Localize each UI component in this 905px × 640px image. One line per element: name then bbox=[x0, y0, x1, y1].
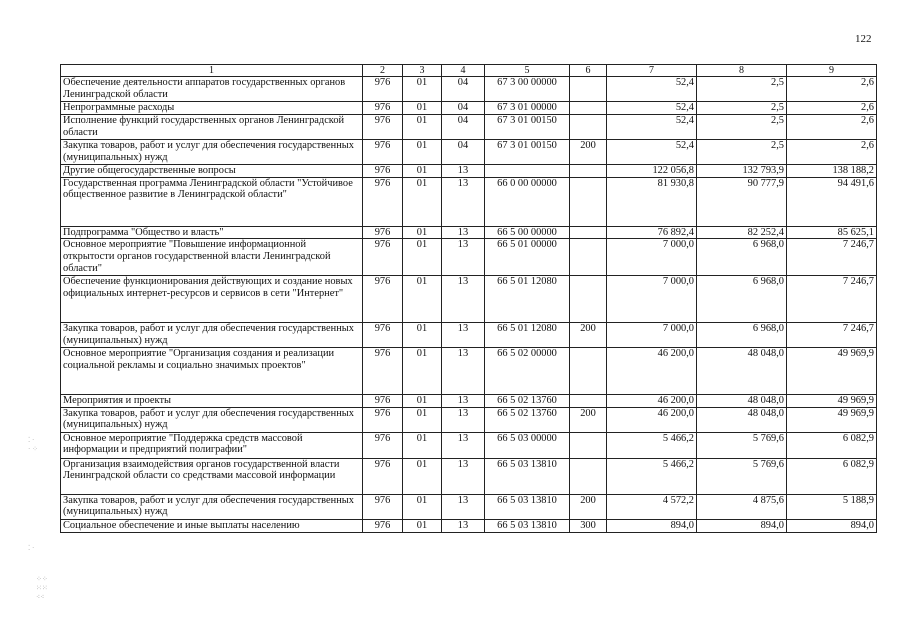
row-code-5: 66 0 00 00000 bbox=[485, 177, 570, 226]
row-amount-8: 2,5 bbox=[697, 139, 787, 164]
row-code-3: 01 bbox=[403, 275, 442, 322]
row-code-3: 01 bbox=[403, 519, 442, 532]
row-code-4: 04 bbox=[442, 114, 485, 139]
row-code-2: 976 bbox=[363, 407, 403, 432]
row-code-4: 13 bbox=[442, 239, 485, 275]
row-amount-7: 52,4 bbox=[607, 102, 697, 115]
row-amount-7: 76 892,4 bbox=[607, 226, 697, 239]
row-name: Другие общегосударственные вопросы bbox=[61, 164, 363, 177]
header-cell-6: 6 bbox=[570, 65, 607, 77]
row-code-2: 976 bbox=[363, 77, 403, 102]
header-cell-1: 1 bbox=[61, 65, 363, 77]
row-code-5: 67 3 01 00150 bbox=[485, 139, 570, 164]
row-amount-9: 85 625,1 bbox=[787, 226, 877, 239]
row-name: Исполнение функций государственных органов Ленинградской области bbox=[61, 114, 363, 139]
row-code-6 bbox=[570, 275, 607, 322]
row-amount-7: 7 000,0 bbox=[607, 239, 697, 275]
row-code-3: 01 bbox=[403, 114, 442, 139]
row-amount-7: 5 466,2 bbox=[607, 458, 697, 494]
row-code-6 bbox=[570, 114, 607, 139]
row-code-5: 66 5 02 00000 bbox=[485, 347, 570, 394]
row-name: Закупка товаров, работ и услуг для обеспечения государственных (муниципальных) нужд bbox=[61, 407, 363, 432]
row-amount-9: 138 188,2 bbox=[787, 164, 877, 177]
row-amount-9: 2,6 bbox=[787, 114, 877, 139]
table-row bbox=[61, 394, 877, 407]
row-amount-7: 46 200,0 bbox=[607, 394, 697, 407]
row-name: Основное мероприятие "Организация создания и реализации социальной рекламы и социально значимых проектов" bbox=[61, 347, 363, 394]
row-amount-9: 2,6 bbox=[787, 102, 877, 115]
row-code-5: 67 3 00 00000 bbox=[485, 77, 570, 102]
row-code-4: 04 bbox=[442, 77, 485, 102]
header-cell-9: 9 bbox=[787, 65, 877, 77]
row-amount-8: 82 252,4 bbox=[697, 226, 787, 239]
row-code-3: 01 bbox=[403, 432, 442, 458]
row-amount-8: 6 968,0 bbox=[697, 239, 787, 275]
row-code-5: 66 5 03 13810 bbox=[485, 519, 570, 532]
row-code-6: 200 bbox=[570, 139, 607, 164]
row-code-6 bbox=[570, 239, 607, 275]
table-row bbox=[61, 347, 877, 394]
row-amount-9: 49 969,9 bbox=[787, 407, 877, 432]
row-amount-7: 52,4 bbox=[607, 139, 697, 164]
row-code-6 bbox=[570, 458, 607, 494]
row-code-2: 976 bbox=[363, 164, 403, 177]
row-amount-9: 49 969,9 bbox=[787, 394, 877, 407]
row-amount-9: 7 246,7 bbox=[787, 239, 877, 275]
row-name: Закупка товаров, работ и услуг для обеспечения государственных (муниципальных) нужд bbox=[61, 139, 363, 164]
row-code-2: 976 bbox=[363, 432, 403, 458]
row-amount-8: 894,0 bbox=[697, 519, 787, 532]
row-code-6: 200 bbox=[570, 322, 607, 347]
row-code-6 bbox=[570, 226, 607, 239]
row-code-3: 01 bbox=[403, 347, 442, 394]
row-code-2: 976 bbox=[363, 347, 403, 394]
page-number: 122 bbox=[855, 33, 872, 45]
row-code-5: 67 3 01 00000 bbox=[485, 102, 570, 115]
row-code-6 bbox=[570, 347, 607, 394]
row-code-2: 976 bbox=[363, 322, 403, 347]
row-code-4: 13 bbox=[442, 275, 485, 322]
row-name: Государственная программа Ленинградской области "Устойчивое общественное развитие в Ленинградской области" bbox=[61, 177, 363, 226]
table-row bbox=[61, 432, 877, 458]
row-code-5: 66 5 01 00000 bbox=[485, 239, 570, 275]
row-code-6: 200 bbox=[570, 407, 607, 432]
row-amount-7: 5 466,2 bbox=[607, 432, 697, 458]
row-amount-8: 48 048,0 bbox=[697, 394, 787, 407]
row-code-4: 13 bbox=[442, 394, 485, 407]
row-code-4: 13 bbox=[442, 347, 485, 394]
scan-margin-marks: ⁚ · · ⁘ ⁚ · bbox=[28, 436, 38, 552]
row-code-2: 976 bbox=[363, 494, 403, 519]
row-code-3: 01 bbox=[403, 322, 442, 347]
row-code-5: 66 5 02 13760 bbox=[485, 394, 570, 407]
row-amount-8: 6 968,0 bbox=[697, 322, 787, 347]
table-row bbox=[61, 494, 877, 519]
row-name: Обеспечение деятельности аппаратов государственных органов Ленинградской области bbox=[61, 77, 363, 102]
row-amount-8: 132 793,9 bbox=[697, 164, 787, 177]
row-code-4: 13 bbox=[442, 494, 485, 519]
row-amount-9: 6 082,9 bbox=[787, 458, 877, 494]
table-row bbox=[61, 114, 877, 139]
row-code-5 bbox=[485, 164, 570, 177]
row-name: Основное мероприятие "Повышение информационной открытости органов государственной власти Ленинградской области" bbox=[61, 239, 363, 275]
row-amount-9: 7 246,7 bbox=[787, 322, 877, 347]
row-name: Социальное обеспечение и иные выплаты населению bbox=[61, 519, 363, 532]
row-amount-7: 52,4 bbox=[607, 114, 697, 139]
header-cell-2: 2 bbox=[363, 65, 403, 77]
row-amount-8: 4 875,6 bbox=[697, 494, 787, 519]
table-body bbox=[61, 65, 877, 533]
row-amount-9: 894,0 bbox=[787, 519, 877, 532]
row-code-5: 66 5 03 00000 bbox=[485, 432, 570, 458]
row-amount-7: 7 000,0 bbox=[607, 322, 697, 347]
row-amount-9: 6 082,9 bbox=[787, 432, 877, 458]
row-amount-7: 81 930,8 bbox=[607, 177, 697, 226]
row-code-5: 67 3 01 00150 bbox=[485, 114, 570, 139]
row-name: Организация взаимодействия органов государственной власти Ленинградской области со средствами массовой информации bbox=[61, 458, 363, 494]
row-amount-8: 2,5 bbox=[697, 77, 787, 102]
row-code-3: 01 bbox=[403, 407, 442, 432]
row-code-2: 976 bbox=[363, 275, 403, 322]
table-row bbox=[61, 275, 877, 322]
table-row bbox=[61, 102, 877, 115]
row-code-5: 66 5 03 13810 bbox=[485, 494, 570, 519]
row-amount-8: 48 048,0 bbox=[697, 347, 787, 394]
row-code-6 bbox=[570, 432, 607, 458]
row-amount-8: 5 769,6 bbox=[697, 432, 787, 458]
row-amount-9: 94 491,6 bbox=[787, 177, 877, 226]
row-name: Закупка товаров, работ и услуг для обеспечения государственных (муниципальных) нужд bbox=[61, 494, 363, 519]
header-row bbox=[61, 65, 877, 77]
row-code-6 bbox=[570, 177, 607, 226]
row-code-6 bbox=[570, 102, 607, 115]
budget-table bbox=[60, 64, 877, 533]
row-code-4: 13 bbox=[442, 322, 485, 347]
row-code-4: 04 bbox=[442, 139, 485, 164]
row-code-6 bbox=[570, 394, 607, 407]
row-code-4: 13 bbox=[442, 432, 485, 458]
row-amount-7: 894,0 bbox=[607, 519, 697, 532]
row-name: Основное мероприятие "Поддержка средств массовой информации и предприятий полиграфии" bbox=[61, 432, 363, 458]
row-name: Мероприятия и проекты bbox=[61, 394, 363, 407]
header-cell-3: 3 bbox=[403, 65, 442, 77]
row-name: Обеспечение функционирования действующих и создание новых официальных интернет-ресурсов и сервисов в сети "Интернет" bbox=[61, 275, 363, 322]
row-amount-8: 90 777,9 bbox=[697, 177, 787, 226]
row-code-4: 13 bbox=[442, 164, 485, 177]
header-cell-8: 8 bbox=[697, 65, 787, 77]
row-amount-8: 6 968,0 bbox=[697, 275, 787, 322]
row-name: Закупка товаров, работ и услуг для обеспечения государственных (муниципальных) нужд bbox=[61, 322, 363, 347]
row-code-6: 200 bbox=[570, 494, 607, 519]
header-cell-4: 4 bbox=[442, 65, 485, 77]
row-code-2: 976 bbox=[363, 226, 403, 239]
row-amount-8: 48 048,0 bbox=[697, 407, 787, 432]
header-cell-5: 5 bbox=[485, 65, 570, 77]
row-code-5: 66 5 02 13760 bbox=[485, 407, 570, 432]
row-amount-8: 2,5 bbox=[697, 102, 787, 115]
row-code-2: 976 bbox=[363, 177, 403, 226]
table-row bbox=[61, 226, 877, 239]
row-code-4: 13 bbox=[442, 519, 485, 532]
row-code-5: 66 5 00 00000 bbox=[485, 226, 570, 239]
row-code-4: 13 bbox=[442, 407, 485, 432]
header-cell-7: 7 bbox=[607, 65, 697, 77]
row-code-2: 976 bbox=[363, 519, 403, 532]
row-amount-9: 5 188,9 bbox=[787, 494, 877, 519]
row-code-2: 976 bbox=[363, 394, 403, 407]
row-code-3: 01 bbox=[403, 458, 442, 494]
row-amount-9: 7 246,7 bbox=[787, 275, 877, 322]
row-code-3: 01 bbox=[403, 164, 442, 177]
table-row bbox=[61, 322, 877, 347]
row-amount-8: 2,5 bbox=[697, 114, 787, 139]
row-code-3: 01 bbox=[403, 494, 442, 519]
row-code-3: 01 bbox=[403, 394, 442, 407]
row-code-6: 300 bbox=[570, 519, 607, 532]
row-code-3: 01 bbox=[403, 102, 442, 115]
table-row bbox=[61, 177, 877, 226]
row-code-6 bbox=[570, 77, 607, 102]
table-row bbox=[61, 407, 877, 432]
row-amount-9: 2,6 bbox=[787, 77, 877, 102]
row-amount-7: 52,4 bbox=[607, 77, 697, 102]
row-code-4: 13 bbox=[442, 226, 485, 239]
table-row bbox=[61, 239, 877, 275]
row-amount-7: 46 200,0 bbox=[607, 347, 697, 394]
row-amount-7: 46 200,0 bbox=[607, 407, 697, 432]
table-row bbox=[61, 164, 877, 177]
row-code-2: 976 bbox=[363, 458, 403, 494]
row-code-6 bbox=[570, 164, 607, 177]
row-code-3: 01 bbox=[403, 77, 442, 102]
row-code-3: 01 bbox=[403, 139, 442, 164]
row-code-5: 66 5 03 13810 bbox=[485, 458, 570, 494]
row-name: Подпрограмма "Общество и власть" bbox=[61, 226, 363, 239]
row-amount-9: 2,6 bbox=[787, 139, 877, 164]
row-code-2: 976 bbox=[363, 239, 403, 275]
row-code-3: 01 bbox=[403, 239, 442, 275]
table-row bbox=[61, 458, 877, 494]
row-code-2: 976 bbox=[363, 102, 403, 115]
row-code-4: 13 bbox=[442, 458, 485, 494]
row-name: Непрограммные расходы bbox=[61, 102, 363, 115]
row-code-3: 01 bbox=[403, 226, 442, 239]
table-row bbox=[61, 139, 877, 164]
row-code-2: 976 bbox=[363, 139, 403, 164]
row-amount-8: 5 769,6 bbox=[697, 458, 787, 494]
row-amount-7: 4 572,2 bbox=[607, 494, 697, 519]
row-amount-9: 49 969,9 bbox=[787, 347, 877, 394]
row-code-4: 04 bbox=[442, 102, 485, 115]
row-code-4: 13 bbox=[442, 177, 485, 226]
row-amount-7: 7 000,0 bbox=[607, 275, 697, 322]
table-row bbox=[61, 519, 877, 532]
row-code-3: 01 bbox=[403, 177, 442, 226]
table-row bbox=[61, 77, 877, 102]
row-code-5: 66 5 01 12080 bbox=[485, 322, 570, 347]
row-code-2: 976 bbox=[363, 114, 403, 139]
scan-stamp-mark: ⁘⁘ ⁙⁙ ⁖⁖ bbox=[36, 575, 48, 601]
row-amount-7: 122 056,8 bbox=[607, 164, 697, 177]
row-code-5: 66 5 01 12080 bbox=[485, 275, 570, 322]
